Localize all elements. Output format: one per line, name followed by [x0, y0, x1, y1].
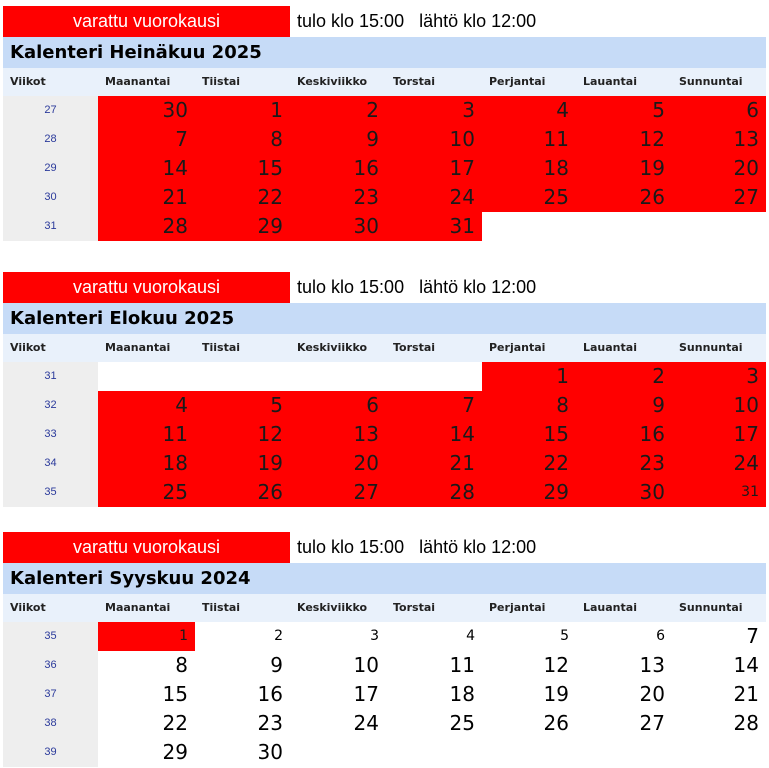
weekday-header	[3, 334, 766, 362]
day-cell: 4	[466, 628, 475, 644]
empty-day-cell	[482, 212, 576, 241]
week-row	[3, 125, 766, 154]
legend	[3, 532, 766, 563]
week-row	[3, 709, 766, 738]
booked-day-cell: 31	[386, 212, 482, 241]
booked-day-cell: 30	[576, 478, 672, 507]
calendar-title: Kalenteri Syyskuu 2024	[3, 563, 766, 594]
booked-legend-box: varattu vuorokausi	[3, 532, 290, 563]
day-cell: 10	[353, 653, 379, 677]
day-cell: 19	[543, 682, 569, 706]
weekday-header-sunnuntai: Sunnuntai	[679, 75, 743, 88]
booked-day-cell: 31	[672, 478, 766, 507]
calendar-grid	[3, 362, 766, 507]
calendar-july-2025	[3, 6, 766, 241]
empty-day-cell	[290, 738, 386, 767]
day-cell: 23	[257, 711, 283, 735]
booked-day-cell: 7	[386, 391, 482, 420]
week-row	[3, 478, 766, 507]
weekday-header-lauantai: Lauantai	[583, 601, 637, 614]
week-number: 31	[3, 212, 98, 241]
booked-day-cell: 28	[386, 478, 482, 507]
booked-day-cell: 15	[482, 420, 576, 449]
booked-day-cell: 3	[386, 96, 482, 125]
calendar-august-2025	[3, 272, 766, 507]
booked-day-cell: 2	[290, 96, 386, 125]
booked-day-cell: 10	[672, 391, 766, 420]
booked-day-cell: 13	[290, 420, 386, 449]
weekday-header-tiistai: Tiistai	[202, 75, 241, 88]
calendar-grid	[3, 96, 766, 241]
day-cell: 11	[449, 653, 475, 677]
booked-day-cell: 14	[98, 154, 195, 183]
booked-day-cell: 2	[576, 362, 672, 391]
week-number: 35	[3, 478, 98, 507]
weekday-header	[3, 68, 766, 96]
booked-day-cell: 4	[98, 391, 195, 420]
booked-day-cell: 4	[482, 96, 576, 125]
booked-day-cell: 10	[386, 125, 482, 154]
day-cell: 9	[270, 653, 283, 677]
week-row	[3, 420, 766, 449]
booked-day-cell: 11	[482, 125, 576, 154]
weekday-header-maanantai: Maanantai	[105, 75, 171, 88]
day-cell: 18	[449, 682, 475, 706]
booked-day-cell: 1	[195, 96, 290, 125]
calendar-september-2024	[3, 532, 766, 767]
week-number: 34	[3, 449, 98, 478]
empty-day-cell	[386, 738, 482, 767]
booked-day-cell: 18	[98, 449, 195, 478]
booked-day-cell: 24	[386, 183, 482, 212]
week-number: 32	[3, 391, 98, 420]
booked-day-cell: 30	[290, 212, 386, 241]
weekday-header-tiistai: Tiistai	[202, 341, 241, 354]
weekday-header-keskiviikko: Keskiviikko	[297, 601, 368, 614]
week-row	[3, 391, 766, 420]
empty-day-cell	[672, 212, 766, 241]
weekday-header-torstai: Torstai	[393, 341, 436, 354]
week-row	[3, 738, 766, 767]
booked-day-cell: 29	[195, 212, 290, 241]
week-row	[3, 622, 766, 651]
booked-day-cell: 8	[195, 125, 290, 154]
weekday-header-sunnuntai: Sunnuntai	[679, 341, 743, 354]
week-row	[3, 96, 766, 125]
weekday-header-lauantai: Lauantai	[583, 75, 637, 88]
booked-day-cell: 18	[482, 154, 576, 183]
booked-day-cell: 23	[290, 183, 386, 212]
day-cell: 12	[543, 653, 569, 677]
booked-day-cell: 22	[482, 449, 576, 478]
booked-day-cell: 29	[482, 478, 576, 507]
weekday-header-perjantai: Perjantai	[489, 341, 546, 354]
booked-day-cell: 1	[482, 362, 576, 391]
day-cell: 3	[370, 628, 379, 644]
booked-day-cell: 19	[195, 449, 290, 478]
weekday-header-sunnuntai: Sunnuntai	[679, 601, 743, 614]
weekday-header-keskiviikko: Keskiviikko	[297, 75, 368, 88]
weekday-header-perjantai: Perjantai	[489, 601, 546, 614]
day-cell: 28	[733, 711, 759, 735]
booked-day-cell: 1	[98, 622, 195, 651]
checkin-checkout-times: tulo klo 15:00 lähtö klo 12:00	[297, 277, 537, 297]
week-number: 36	[3, 651, 98, 680]
week-row	[3, 183, 766, 212]
booked-day-cell: 5	[576, 96, 672, 125]
booked-day-cell: 26	[195, 478, 290, 507]
day-cell: 6	[656, 628, 665, 644]
booked-day-cell: 27	[290, 478, 386, 507]
week-number: 35	[3, 622, 98, 651]
week-number: 31	[3, 362, 98, 391]
booked-day-cell: 24	[672, 449, 766, 478]
calendar-grid	[3, 622, 766, 767]
booked-day-cell: 17	[386, 154, 482, 183]
weekday-header	[3, 594, 766, 622]
day-cell: 21	[733, 682, 759, 706]
day-cell: 7	[746, 624, 759, 648]
empty-day-cell	[98, 362, 195, 391]
weekday-header-perjantai: Perjantai	[489, 75, 546, 88]
booked-legend-box: varattu vuorokausi	[3, 272, 290, 303]
booked-day-cell: 13	[672, 125, 766, 154]
booked-day-cell: 22	[195, 183, 290, 212]
day-cell: 15	[162, 682, 188, 706]
booked-day-cell: 28	[98, 212, 195, 241]
day-cell: 26	[543, 711, 569, 735]
day-cell: 22	[162, 711, 188, 735]
booked-day-cell: 9	[576, 391, 672, 420]
week-number: 28	[3, 125, 98, 154]
day-cell: 8	[175, 653, 188, 677]
empty-day-cell	[482, 738, 576, 767]
calendar-title: Kalenteri Heinäkuu 2025	[3, 37, 766, 68]
legend	[3, 272, 766, 303]
week-number: 27	[3, 96, 98, 125]
booked-day-cell: 5	[195, 391, 290, 420]
weekday-header-maanantai: Maanantai	[105, 341, 171, 354]
empty-day-cell	[386, 362, 482, 391]
booked-day-cell: 6	[672, 96, 766, 125]
booked-day-cell: 3	[672, 362, 766, 391]
day-cell: 30	[257, 740, 283, 764]
day-cell: 2	[274, 628, 283, 644]
day-cell: 17	[353, 682, 379, 706]
empty-day-cell	[290, 362, 386, 391]
empty-day-cell	[672, 738, 766, 767]
weeks-column-header: Viikot	[10, 341, 46, 354]
weekday-header-tiistai: Tiistai	[202, 601, 241, 614]
week-number: 29	[3, 154, 98, 183]
weekday-header-keskiviikko: Keskiviikko	[297, 341, 368, 354]
booked-day-cell: 8	[482, 391, 576, 420]
booked-day-cell: 6	[290, 391, 386, 420]
booked-day-cell: 25	[482, 183, 576, 212]
booked-day-cell: 21	[386, 449, 482, 478]
day-cell: 13	[639, 653, 665, 677]
weekday-header-maanantai: Maanantai	[105, 601, 171, 614]
legend	[3, 6, 766, 37]
booked-day-cell: 30	[98, 96, 195, 125]
week-row	[3, 362, 766, 391]
booked-day-cell: 19	[576, 154, 672, 183]
booked-day-cell: 7	[98, 125, 195, 154]
checkin-checkout-times: tulo klo 15:00 lähtö klo 12:00	[297, 11, 537, 31]
week-row	[3, 212, 766, 241]
weekday-header-torstai: Torstai	[393, 601, 436, 614]
booked-day-cell: 14	[386, 420, 482, 449]
booked-day-cell: 25	[98, 478, 195, 507]
week-row	[3, 449, 766, 478]
day-cell: 16	[257, 682, 283, 706]
booked-day-cell: 20	[290, 449, 386, 478]
booked-day-cell: 16	[290, 154, 386, 183]
checkin-checkout-times: tulo klo 15:00 lähtö klo 12:00	[297, 537, 537, 557]
weekday-header-lauantai: Lauantai	[583, 341, 637, 354]
booked-day-cell: 27	[672, 183, 766, 212]
empty-day-cell	[195, 362, 290, 391]
week-row	[3, 651, 766, 680]
booked-day-cell: 15	[195, 154, 290, 183]
day-cell: 14	[733, 653, 759, 677]
weekday-header-torstai: Torstai	[393, 75, 436, 88]
week-row	[3, 680, 766, 709]
empty-day-cell	[576, 212, 672, 241]
day-cell: 5	[560, 628, 569, 644]
week-number: 38	[3, 709, 98, 738]
week-number: 37	[3, 680, 98, 709]
week-row	[3, 154, 766, 183]
booked-day-cell: 16	[576, 420, 672, 449]
week-number: 39	[3, 738, 98, 767]
booked-day-cell: 23	[576, 449, 672, 478]
weeks-column-header: Viikot	[10, 601, 46, 614]
booked-day-cell: 9	[290, 125, 386, 154]
day-cell: 29	[162, 740, 188, 764]
booked-day-cell: 26	[576, 183, 672, 212]
day-cell: 25	[449, 711, 475, 735]
booked-day-cell: 17	[672, 420, 766, 449]
booked-day-cell: 12	[576, 125, 672, 154]
booked-day-cell: 11	[98, 420, 195, 449]
weeks-column-header: Viikot	[10, 75, 46, 88]
day-cell: 27	[639, 711, 665, 735]
booked-legend-box: varattu vuorokausi	[3, 6, 290, 37]
week-number: 30	[3, 183, 98, 212]
week-number: 33	[3, 420, 98, 449]
day-cell: 20	[639, 682, 665, 706]
day-cell: 24	[353, 711, 379, 735]
empty-day-cell	[576, 738, 672, 767]
booked-day-cell: 21	[98, 183, 195, 212]
booked-day-cell: 12	[195, 420, 290, 449]
calendar-title: Kalenteri Elokuu 2025	[3, 303, 766, 334]
booked-day-cell: 20	[672, 154, 766, 183]
